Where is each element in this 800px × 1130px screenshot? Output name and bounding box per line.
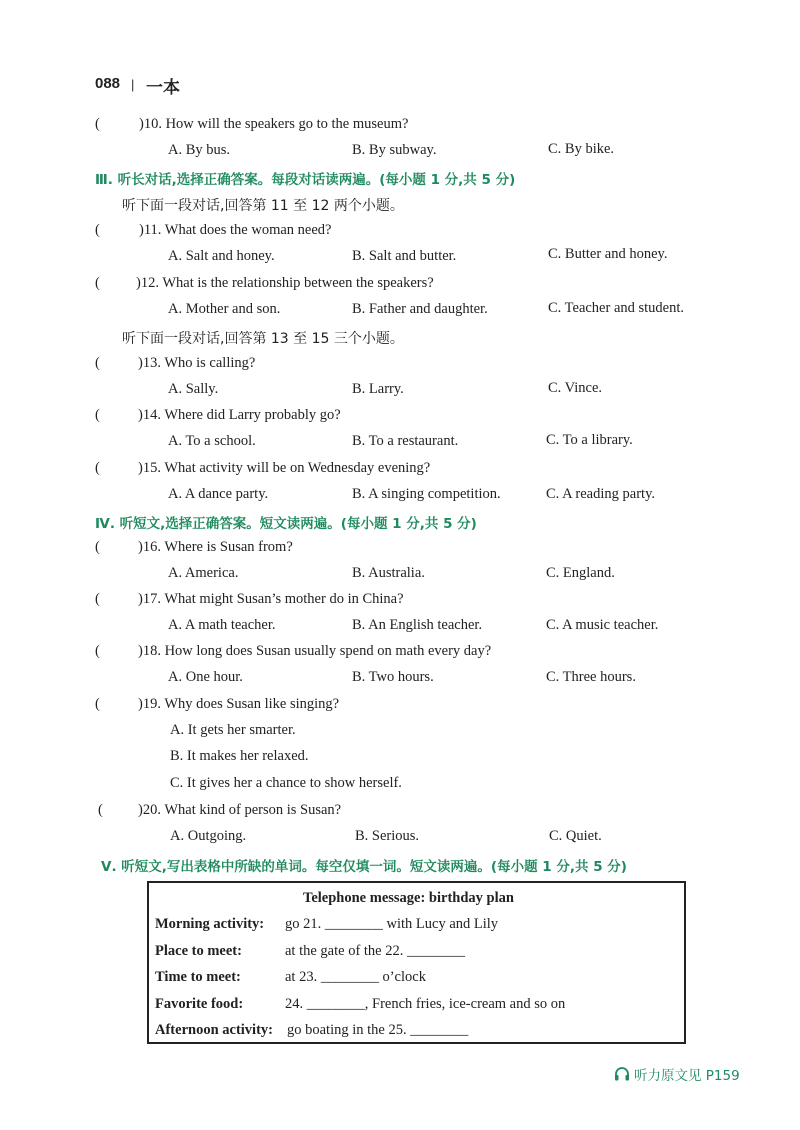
q12-option-b: B. Father and daughter. (352, 301, 488, 317)
question-20: )20. What kind of person is Susan? (138, 802, 342, 818)
q20-option-a: A. Outgoing. (170, 828, 247, 844)
q19-option-c: C. It gives her a chance to show herself. (170, 775, 402, 791)
headphones-icon (614, 1066, 630, 1087)
section-3-intro-1: 听下面一段对话,回答第 11 至 12 两个小题。 (122, 198, 404, 214)
q17-option-a: A. A math teacher. (168, 617, 276, 633)
q15-option-b: B. A singing competition. (352, 486, 501, 502)
q13-option-b: B. Larry. (352, 381, 404, 397)
section-5-title: Ⅴ. 听短文,写出表格中所缺的单词。每空仅填一词。短文读两遍。(每小题 1 分,共 5 分) (101, 859, 627, 875)
table-row-value: go 21. ________ with Lucy and Lily (285, 916, 499, 932)
table-row-label: Time to meet: (155, 969, 241, 985)
question-12: )12. What is the relationship between the speakers? (136, 275, 434, 291)
q13-option-c: C. Vince. (548, 380, 603, 396)
table-row-value: at the gate of the 22. ________ (285, 943, 465, 959)
q17-option-b: B. An English teacher. (352, 617, 483, 633)
answer-bracket: ( (95, 222, 100, 238)
answer-bracket: ( (95, 591, 100, 607)
section-3-title: Ⅲ. 听长对话,选择正确答案。每段对话读两遍。(每小题 1 分,共 5 分) (95, 172, 516, 188)
q16-option-a: A. America. (168, 565, 239, 581)
q12-option-a: A. Mother and son. (168, 301, 281, 317)
q20-option-c: C. Quiet. (549, 828, 602, 844)
q18-option-a: A. One hour. (168, 669, 243, 685)
section-3-intro-2: 听下面一段对话,回答第 13 至 15 三个小题。 (122, 331, 404, 347)
q17-option-c: C. A music teacher. (546, 617, 659, 633)
q16-option-c: C. England. (546, 565, 615, 581)
question-18: )18. How long does Susan usually spend on math every day? (138, 643, 492, 659)
question-11: )11. What does the woman need? (139, 222, 332, 238)
q18-option-b: B. Two hours. (352, 669, 434, 685)
q10-option-a: A. By bus. (168, 142, 231, 158)
q18-option-c: C. Three hours. (546, 669, 636, 685)
question-17: )17. What might Susan’s mother do in China? (138, 591, 404, 607)
q14-option-a: A. To a school. (168, 433, 256, 449)
q19-option-b: B. It makes her relaxed. (170, 748, 309, 764)
q20-option-b: B. Serious. (355, 828, 420, 844)
q15-option-c: C. A reading party. (546, 486, 655, 502)
q14-option-c: C. To a library. (546, 432, 633, 448)
answer-bracket: ( (95, 355, 100, 371)
table-row-value: go boating in the 25. ________ (287, 1022, 469, 1038)
q14-option-b: B. To a restaurant. (352, 433, 459, 449)
answer-bracket: ( (98, 802, 103, 818)
listening-script-reference[interactable]: 听力原文见 P159 (634, 1068, 740, 1084)
question-10: )10. How will the speakers go to the museum? (139, 116, 409, 132)
answer-bracket: ( (95, 116, 100, 132)
answer-bracket: ( (95, 643, 100, 659)
answer-bracket: ( (95, 696, 100, 712)
table-row-label: Morning activity: (155, 916, 265, 932)
table-row-label: Afternoon activity: (155, 1022, 273, 1038)
answer-bracket: ( (95, 460, 100, 476)
table-row-value: at 23. ________ o’clock (285, 969, 426, 985)
question-16: )16. Where is Susan from? (138, 539, 293, 555)
question-14: )14. Where did Larry probably go? (138, 407, 341, 423)
table-row-label: Favorite food: (155, 996, 244, 1012)
answer-bracket: ( (95, 407, 100, 423)
question-15: )15. What activity will be on Wednesday evening? (138, 460, 431, 476)
q11-option-a: A. Salt and honey. (168, 248, 275, 264)
q10-option-b: B. By subway. (352, 142, 437, 158)
table-title: Telephone message: birthday plan (303, 890, 514, 906)
q19-option-a: A. It gets her smarter. (170, 722, 296, 738)
q11-option-b: B. Salt and butter. (352, 248, 457, 264)
q16-option-b: B. Australia. (352, 565, 425, 581)
header-divider: | (131, 77, 135, 92)
answer-bracket: ( (95, 539, 100, 555)
q15-option-a: A. A dance party. (168, 486, 269, 502)
q11-option-c: C. Butter and honey. (548, 246, 668, 262)
section-4-title: Ⅳ. 听短文,选择正确答案。短文读两遍。(每小题 1 分,共 5 分) (95, 516, 477, 532)
table-row-value: 24. ________, French fries, ice-cream and so on (285, 996, 566, 1012)
q10-option-c: C. By bike. (548, 141, 615, 157)
book-brand: 一本 (146, 78, 180, 98)
q13-option-a: A. Sally. (168, 381, 219, 397)
question-13: )13. Who is calling? (138, 355, 256, 371)
answer-bracket: ( (95, 275, 100, 291)
table-row-label: Place to meet: (155, 943, 242, 959)
page-number: 088 (95, 75, 121, 92)
question-19: )19. Why does Susan like singing? (138, 696, 340, 712)
q12-option-c: C. Teacher and student. (548, 300, 685, 316)
